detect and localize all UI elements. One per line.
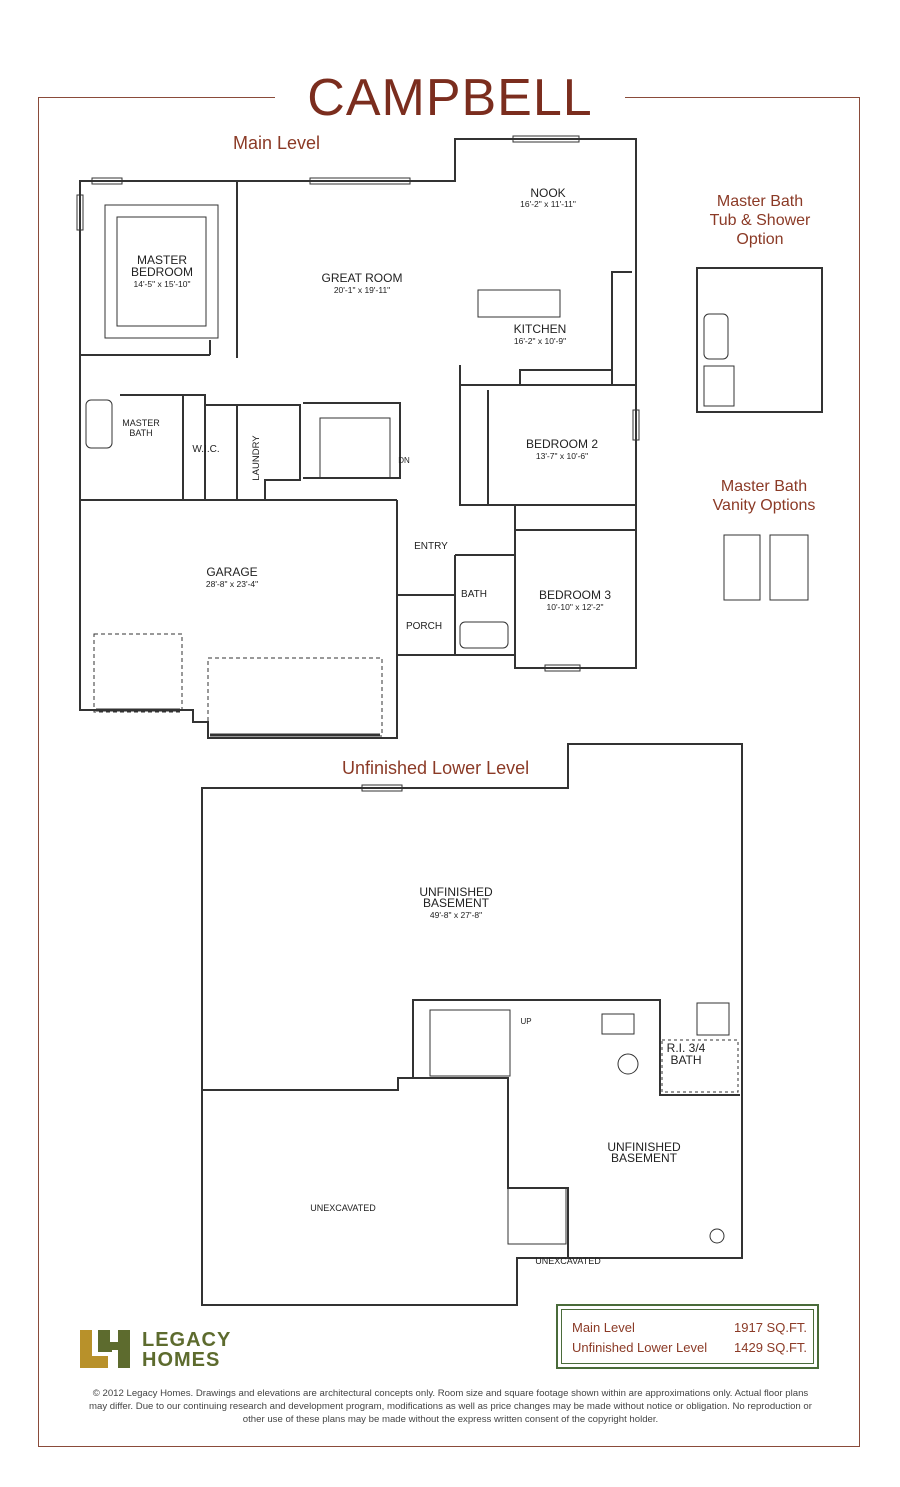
unfinished-basement-2-label-1: UNFINISHED bbox=[607, 1140, 681, 1154]
bath-label: BATH bbox=[461, 589, 487, 600]
ri-bath-label-2: BATH bbox=[670, 1053, 702, 1067]
legacy-homes-logo: LEGACY HOMES bbox=[78, 1328, 278, 1373]
dn-label: DN bbox=[398, 456, 410, 465]
garage-dims: 28'-8" x 23'-4" bbox=[205, 579, 259, 589]
garage-label: GARAGE bbox=[206, 565, 258, 579]
square-footage-box bbox=[556, 1304, 819, 1369]
unexcavated-label-2: UNEXCAVATED bbox=[535, 1256, 601, 1266]
bedroom2-dims: 13'-7" x 10'-6" bbox=[535, 451, 589, 461]
unfinished-basement-dims: 49'-8" x 27'-8" bbox=[429, 910, 483, 920]
master-bedroom-label-2: BEDROOM bbox=[130, 265, 194, 279]
unfinished-basement-label-1: UNFINISHED bbox=[419, 885, 493, 899]
entry-label: ENTRY bbox=[414, 541, 448, 552]
vanity-options-label: Master Bath Vanity Options bbox=[712, 478, 816, 514]
master-bedroom-dims: 14'-5" x 15'-10" bbox=[133, 279, 191, 289]
bedroom3-label: BEDROOM 3 bbox=[538, 588, 612, 602]
unfinished-basement-2-label-2: BASEMENT bbox=[610, 1151, 678, 1165]
unexcavated-label-1: UNEXCAVATED bbox=[310, 1203, 376, 1213]
plan-title: CAMPBELL bbox=[275, 68, 625, 128]
master-bedroom-label-1: MASTER bbox=[136, 253, 188, 267]
up-label: UP bbox=[520, 1017, 532, 1026]
bedroom3-dims: 10'-10" x 12'-2" bbox=[546, 602, 604, 612]
master-bath-label-1: MASTER bbox=[122, 418, 160, 428]
logo-mark-icon bbox=[78, 1328, 134, 1370]
porch-label: PORCH bbox=[405, 621, 443, 632]
bedroom2-label: BEDROOM 2 bbox=[525, 437, 599, 451]
master-bath-option-label: Master Bath Tub & Shower Option bbox=[709, 193, 811, 248]
sqft-row-main: Main Level 1917 SQ.FT. bbox=[572, 1320, 807, 1335]
unfinished-basement-label-2: BASEMENT bbox=[422, 896, 490, 910]
lower-level-label: Unfinished Lower Level bbox=[338, 758, 533, 779]
laundry-label: LAUNDRY bbox=[251, 435, 262, 481]
great-room-label: GREAT ROOM bbox=[321, 271, 403, 285]
copyright-footer: © 2012 Legacy Homes. Drawings and elevations are architectural concepts only. Room size and square footage shown within are approximations only. Actual floor plans may differ. Due to our continuing research and development program, modifications as well as price changes may be made without notice or obligation. No reproduction or other use of these plans may be made without the express written consent of the copyright holder. bbox=[89, 1388, 812, 1425]
wic-label: W.I.C. bbox=[192, 444, 220, 455]
nook-dims: 16'-2" x 11'-11" bbox=[520, 199, 576, 209]
sqft-row-lower: Unfinished Lower Level 1429 SQ.FT. bbox=[572, 1340, 807, 1355]
nook-label: NOOK bbox=[530, 186, 566, 200]
master-bath-label-2: BATH bbox=[129, 428, 153, 438]
great-room-dims: 20'-1" x 19'-11" bbox=[333, 285, 391, 295]
kitchen-dims: 16'-2" x 10'-9" bbox=[513, 336, 567, 346]
ri-bath-label-1: R.I. 3/4 bbox=[666, 1041, 706, 1055]
kitchen-label: KITCHEN bbox=[513, 322, 567, 336]
main-level-label: Main Level bbox=[233, 133, 321, 153]
